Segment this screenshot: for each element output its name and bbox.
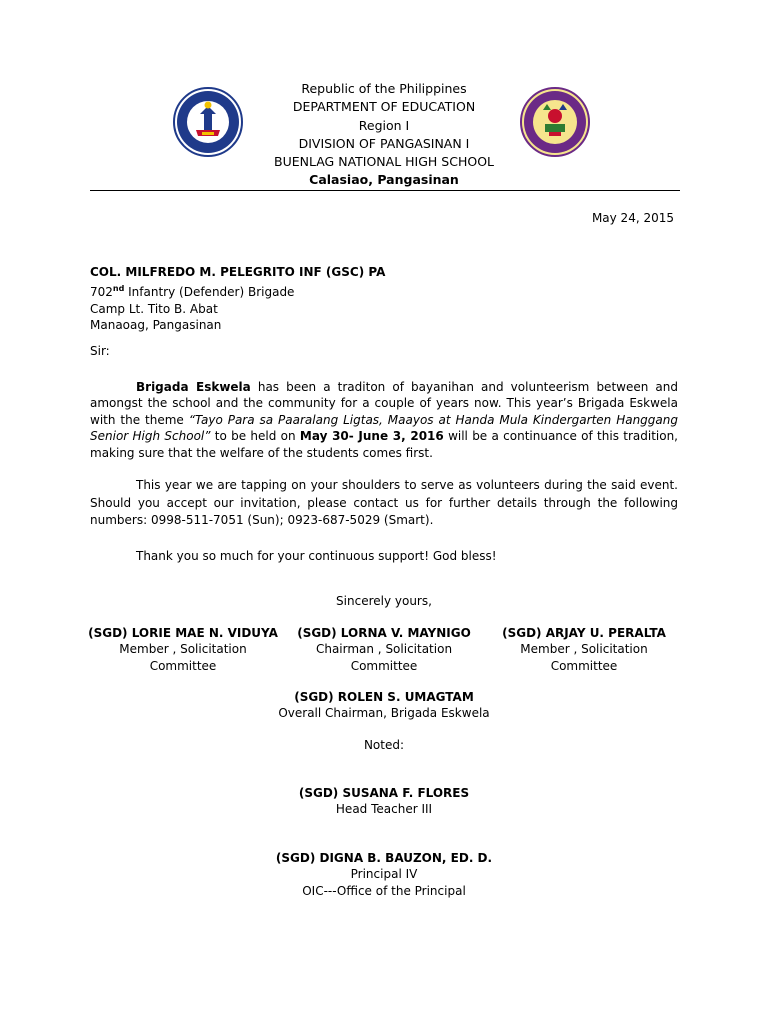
letterhead-department: DEPARTMENT OF EDUCATION (292, 99, 476, 115)
recipient-name: COL. MILFREDO M. PELEGRITO INF (GSC) PA (90, 265, 386, 279)
deped-seal-logo (166, 86, 250, 158)
signatory-name: (SGD) LORIE MAE N. VIDUYA (88, 626, 278, 640)
letterhead-school: BUENLAG NATIONAL HIGH SCHOOL (274, 154, 494, 170)
unit-suffix: nd (112, 283, 125, 293)
principal-title: Principal IV (350, 867, 418, 882)
signatory-name: (SGD) LORNA V. MAYNIGO (297, 626, 471, 640)
noted-label: Noted: (363, 738, 405, 752)
signatory-title: Committee (350, 658, 418, 673)
theme-italic: “Tayo Para sa Paaralang Ligtas, Maayos at Handa Mula Kindergarten Hanggang Senior High School” (90, 412, 678, 444)
signatory-block (84, 625, 282, 674)
signatory-block (284, 625, 484, 674)
head-teacher-name: (SGD) SUSANA F. FLORES (298, 786, 470, 800)
letterhead-division: DIVISION OF PANGASINAN I (298, 135, 470, 151)
principal-block (234, 850, 534, 899)
principal-name: (SGD) DIGNA B. BAUZON, ED. D. (275, 851, 493, 865)
letter-date: May 24, 2015 (591, 211, 674, 225)
closing-line: Sincerely yours, (336, 594, 432, 608)
recipient-unit (90, 281, 385, 301)
signatory-block (486, 625, 682, 674)
signatory-name: (SGD) ARJAY U. PERALTA (502, 626, 666, 640)
signatory-title: Chairman , Solicitation (315, 642, 453, 657)
signatory-title: Member , Solicitation (119, 642, 247, 657)
body-paragraph-3: Thank you so much for your continuous support! God bless! (136, 549, 497, 563)
salutation: Sir: (90, 344, 110, 358)
head-teacher-title: Head Teacher III (335, 802, 433, 817)
overall-chairman-block (234, 689, 534, 722)
body-paragraph-1 (90, 379, 678, 461)
unit-number: 702 (90, 284, 113, 299)
header-divider (90, 190, 680, 191)
body-paragraph-2: This year we are tapping on your shoulders to serve as volunteers during the said event. Should you accept our invitation, please contact us for further details through the following numbers: 0998-511-7051 (Sun); 0923-687-5029 (Smart). (90, 478, 678, 527)
p1-text-3: will be a continuance of this tradition, making sure that the welfare of the students comes first. (90, 429, 678, 460)
division-pangasinan-seal-logo (515, 86, 595, 158)
signatory-title: Committee (149, 658, 217, 673)
letterhead-region: Region I (358, 117, 410, 133)
overall-chairman-title: Overall Chairman, Brigada Eskwela (278, 706, 490, 721)
recipient-camp: Camp Lt. Tito B. Abat (90, 301, 218, 316)
p1-text-2: to be held on (210, 429, 300, 444)
event-dates-bold: May 30- June 3, 2016 (299, 429, 444, 444)
overall-chairman-name: (SGD) ROLEN S. UMAGTAM (294, 690, 474, 704)
signatory-title: Committee (550, 658, 618, 673)
letterhead-republic: Republic of the Philippines (301, 81, 467, 96)
letterhead-address: Calasiao, Pangasinan (309, 172, 459, 188)
head-teacher-block (234, 785, 534, 818)
p1-text-1: has been a traditon of bayanihan and volunteerism between and amongst the school and the community for a couple of years now. This year’s Brigada Eskwela with the theme (90, 380, 678, 427)
brigada-eskwela-bold: Brigada Eskwela (136, 380, 251, 394)
recipient-location: Manaoag, Pangasinan (90, 318, 222, 333)
recipient-address (90, 264, 385, 334)
signatory-title: Member , Solicitation (520, 642, 648, 657)
letterhead (250, 80, 518, 190)
unit-rest: Infantry (Defender) Brigade (124, 284, 295, 299)
principal-office: OIC---Office of the Principal (302, 883, 466, 898)
